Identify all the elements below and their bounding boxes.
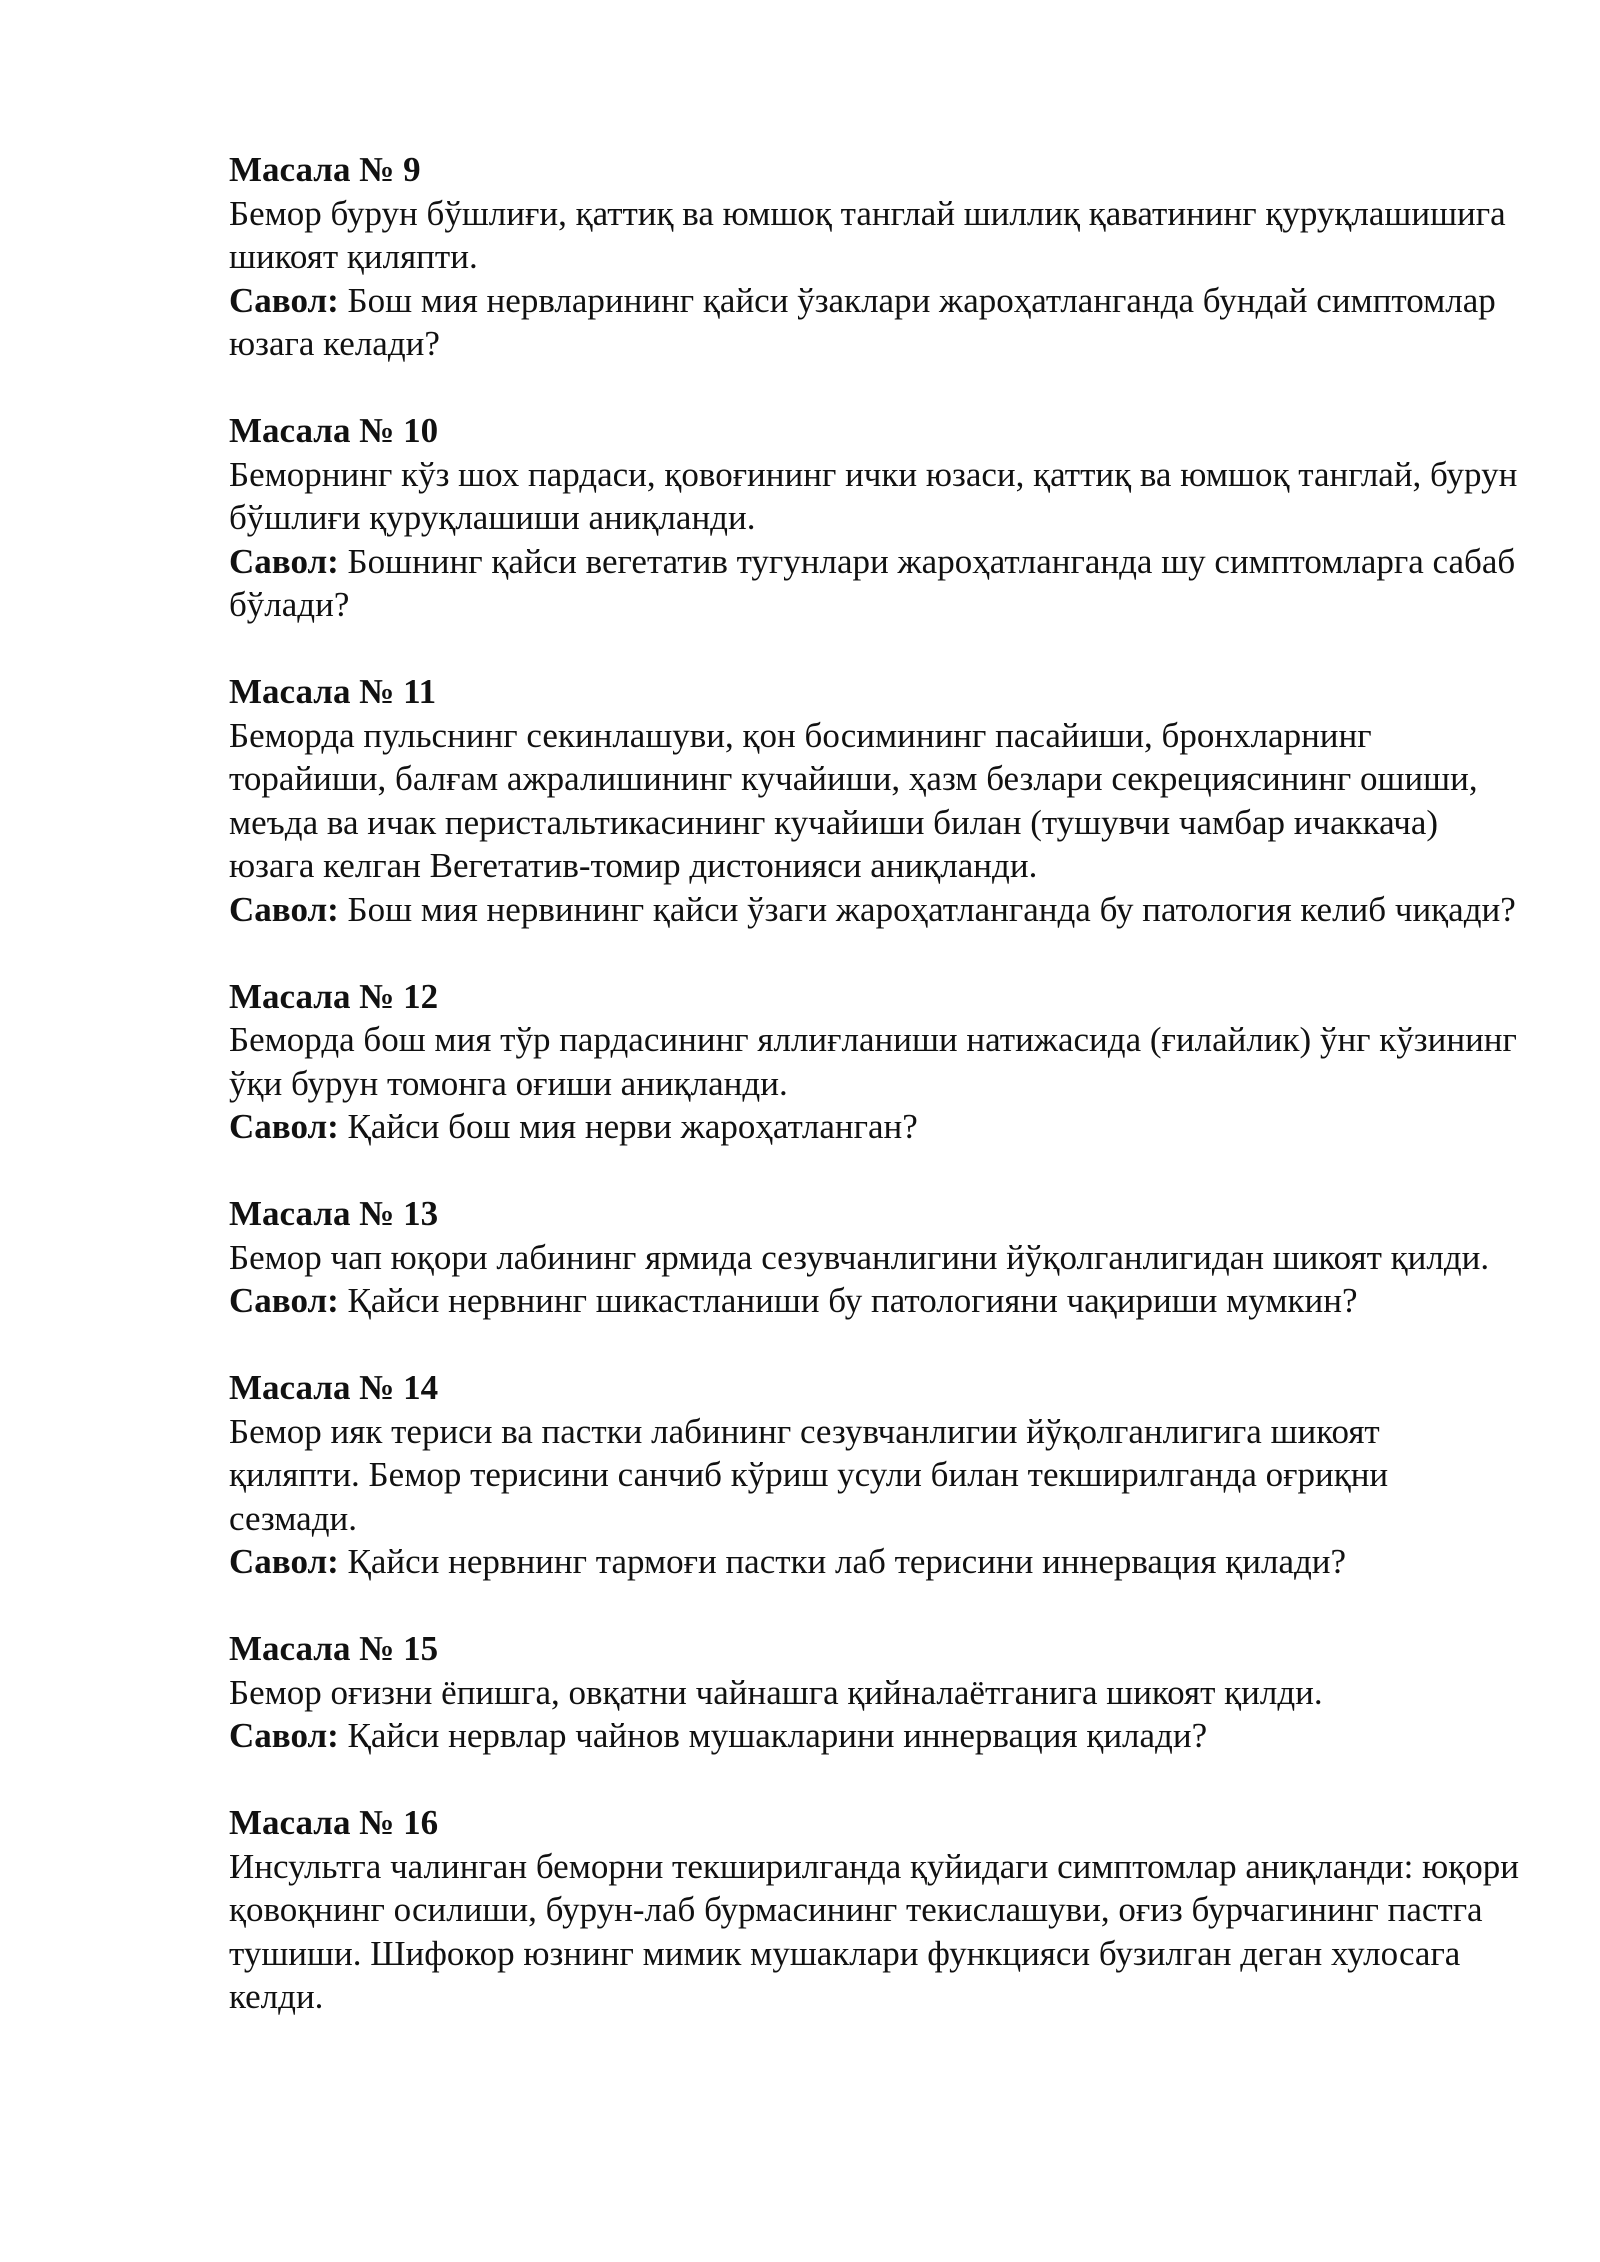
question-label: Савол: xyxy=(229,1107,339,1146)
problem-text: Бемор бурун бўшлиғи, қаттиқ ва юмшоқ танглай шиллиқ қаватининг қуруқлашишига шикоят қиляпти. xyxy=(229,193,1506,276)
problem-9 xyxy=(229,148,1519,366)
question xyxy=(229,279,1519,366)
problem-title: Масала № 9 xyxy=(229,150,421,189)
question xyxy=(229,1279,1519,1323)
question xyxy=(229,888,1519,932)
problem-title: Масала № 12 xyxy=(229,976,439,1016)
problem-14 xyxy=(229,1366,1519,1584)
question xyxy=(229,540,1519,627)
problem-title: Масала № 14 xyxy=(229,1368,439,1407)
question-text: Бош мия нервларининг қайси ўзаклари жароҳатланганда бундай симптомлар юзага келади? xyxy=(229,280,1496,363)
problem-text: Бемор оғизни ёпишга, овқатни чайнашга қийналаётганига шикоят қилди. xyxy=(229,1672,1323,1712)
problem-text: Беморда бош мия тўр пардасининг яллиғланиши натижасида (ғилайлик) ўнг кўзининг ўқи бурун томонга оғиши аниқланди. xyxy=(229,1020,1517,1103)
problem-text: Беморда пульснинг секинлашуви, қон босимининг пасайиши, бронхларнинг торайиши, балғам ажралишининг кучайиши, ҳазм безлари секрециясининг ошиши, меъда ва ичак перистальтикасининг кучайиши билан (тушувчи чамбар ичаккача) юзага келган Вегетатив-томир дистонияси аниқланди. xyxy=(229,715,1478,885)
problem-13 xyxy=(229,1192,1519,1323)
problem-text: Инсультга чалинган беморни текширилганда қуйидаги симптомлар аниқланди: юқори қовоқнинг осилиши, бурун-лаб бурмасининг текислашуви, оғиз бурчагининг пастга тушиши. Шифокор юзнинг мимик мушаклари функцияси бузилган деган хулосага келди. xyxy=(229,1846,1519,2016)
question-text: Қайси бош мия нерви жароҳатланган? xyxy=(338,1107,918,1146)
problem-11 xyxy=(229,670,1519,931)
problem-title: Масала № 16 xyxy=(229,1803,439,1842)
question-text: Бош мия нервининг қайси ўзаги жароҳатланганда бу патология келиб чиқади? xyxy=(338,889,1516,929)
question-label: Савол: xyxy=(229,889,339,929)
problem-title: Масала № 10 xyxy=(229,411,439,450)
problem-title: Масала № 15 xyxy=(229,1629,439,1668)
question xyxy=(229,1105,1519,1149)
problem-10 xyxy=(229,409,1519,627)
question-label: Савол: xyxy=(229,1716,339,1755)
problem-text: Беморнинг кўз шох пардаси, қовоғининг ички юзаси, қаттиқ ва юмшоқ танглай, бурун бўшлиғи қуруқлашиши аниқланди. xyxy=(229,454,1518,537)
problem-15 xyxy=(229,1627,1519,1758)
question-text: Қайси нервнинг тармоғи пастки лаб терисини иннервация қилади? xyxy=(338,1542,1347,1581)
problem-16 xyxy=(229,1801,1519,2019)
question-text: Бошнинг қайси вегетатив тугунлари жароҳатланганда шу симптомларга сабаб бўлади? xyxy=(229,541,1516,624)
document-page xyxy=(229,148,1519,2062)
question-label: Савол: xyxy=(229,1281,339,1320)
question-label: Савол: xyxy=(229,1542,339,1581)
question-text: Қайси нервнинг шикастланиши бу патологияни чақириши мумкин? xyxy=(338,1281,1358,1320)
problem-text: Бемор ияк териси ва пастки лабининг сезувчанлигии йўқолганлигига шикоят қиляпти. Бемор терисини санчиб кўриш усули билан текширилганда оғриқни сезмади. xyxy=(229,1411,1389,1538)
question xyxy=(229,1714,1519,1758)
problem-title: Масала № 11 xyxy=(229,672,437,711)
problem-text: Бемор чап юқори лабининг ярмида сезувчанлигини йўқолганлигидан шикоят қилди. xyxy=(229,1237,1490,1277)
question-label: Савол: xyxy=(229,280,339,320)
problem-title: Масала № 13 xyxy=(229,1194,439,1233)
question-text: Қайси нервлар чайнов мушакларини иннервация қилади? xyxy=(338,1716,1208,1755)
problem-12 xyxy=(229,975,1519,1149)
question-label: Савол: xyxy=(229,541,339,581)
question xyxy=(229,1540,1519,1584)
